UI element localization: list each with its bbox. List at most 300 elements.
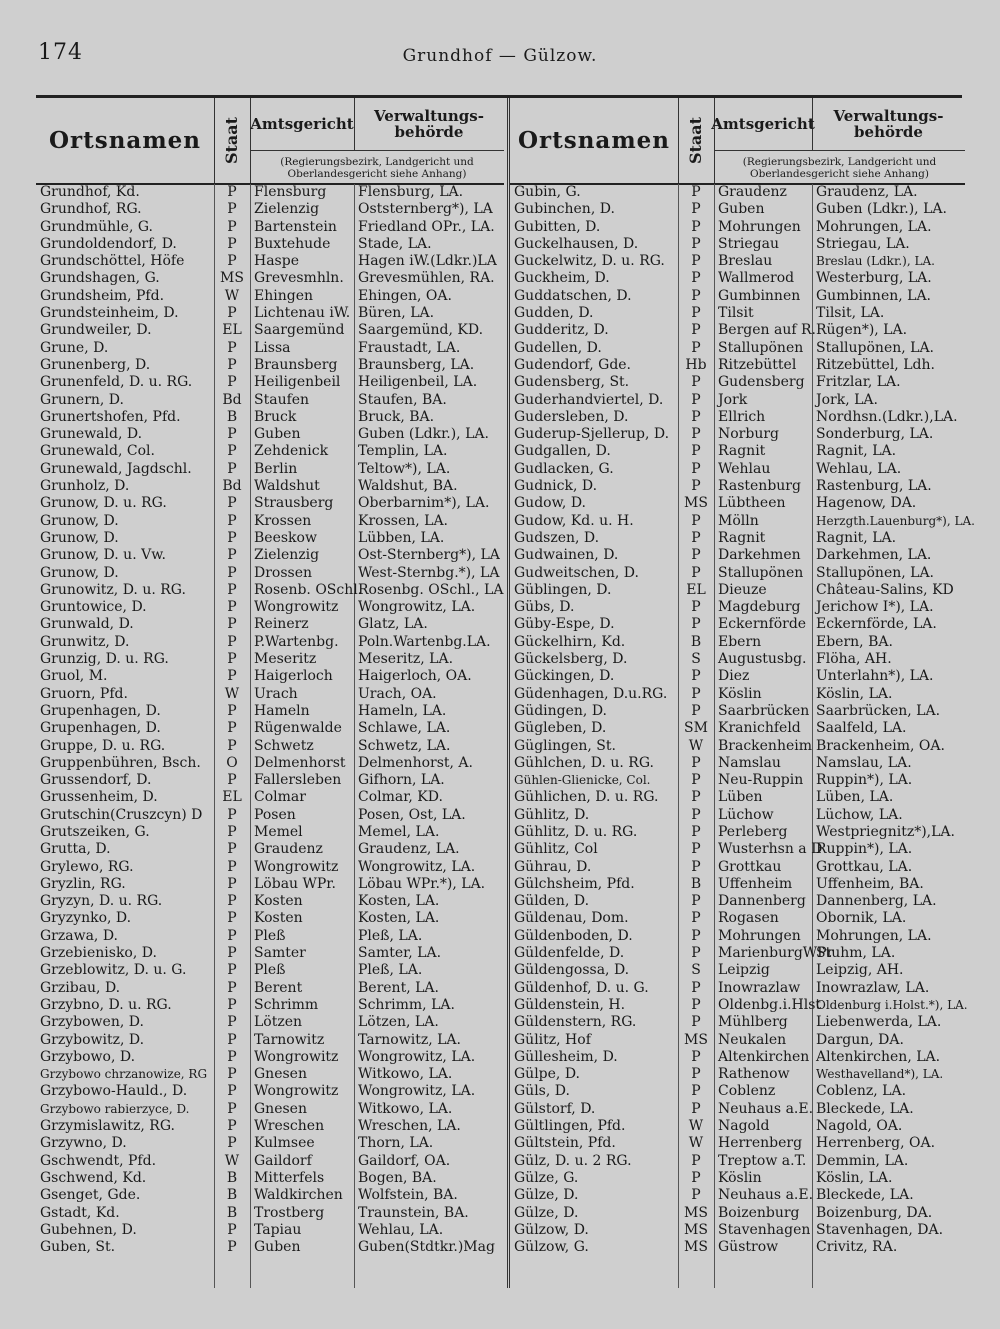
state-code: P — [227, 772, 237, 789]
place-name: Grzibau, D. — [40, 979, 121, 996]
state-code: P — [227, 616, 237, 633]
table-row — [510, 824, 965, 841]
table-row — [36, 910, 504, 927]
place-name: Güby-Espe, D. — [514, 616, 615, 633]
table-row — [36, 184, 504, 201]
table-row — [36, 253, 504, 270]
district-court: Kosten — [254, 893, 303, 910]
district-court: Trostberg — [254, 1204, 325, 1221]
administrative-authority: Westpriegnitz*),LA. — [816, 823, 955, 840]
place-name: Gruntowice, D. — [40, 599, 147, 616]
state-code: P — [691, 287, 701, 304]
district-court: Neu-Ruppin — [718, 772, 804, 789]
state-code: P — [691, 1100, 701, 1117]
table-row — [36, 565, 504, 582]
administrative-authority: Ragnit, LA. — [816, 529, 897, 546]
place-name: Güldenstein, H. — [514, 996, 626, 1013]
state-code: P — [691, 1048, 701, 1065]
table-row — [510, 236, 965, 253]
administrative-authority: Ehingen, OA. — [358, 287, 452, 304]
table-row — [36, 340, 504, 357]
table-row — [36, 1170, 504, 1187]
administrative-authority: Grevesmühlen, RA. — [358, 270, 495, 287]
table-row — [510, 772, 965, 789]
state-code: P — [691, 754, 701, 771]
district-court: Löbau WPr. — [254, 875, 336, 892]
administrative-authority: Heiligenbeil, LA. — [358, 374, 478, 391]
district-court: Staufen — [254, 391, 310, 408]
district-court: Strausberg — [254, 495, 334, 512]
administrative-authority: Obornik, LA. — [816, 910, 907, 927]
administrative-authority: Brackenheim, OA. — [816, 737, 945, 754]
table-row — [510, 738, 965, 755]
table-row — [36, 392, 504, 409]
administrative-authority: Meseritz, LA. — [358, 651, 454, 668]
district-court: Wreschen — [254, 1118, 325, 1135]
district-court: Meseritz — [254, 651, 317, 668]
state-code: B — [226, 1187, 238, 1204]
place-name: Grzybowo chrzanowize, RG — [40, 1067, 208, 1082]
header-staat-label: Staat — [686, 116, 706, 165]
table-row — [36, 928, 504, 945]
district-court: Brackenheim — [718, 737, 813, 754]
table-row — [36, 409, 504, 426]
district-court: Samter — [254, 945, 306, 962]
place-name: Gudow, Kd. u. H. — [514, 512, 634, 529]
state-code: P — [227, 806, 237, 823]
state-code: P — [227, 720, 237, 737]
table-row — [510, 1239, 965, 1256]
page-number: 174 — [38, 40, 83, 65]
place-name: Guckelwitz, D. u. RG. — [514, 253, 665, 270]
district-court: Nagold — [718, 1118, 770, 1135]
administrative-authority: Boizenburg, DA. — [816, 1204, 933, 1221]
table-row — [510, 219, 965, 236]
table-row — [510, 565, 965, 582]
administrative-authority: Inowrazlaw, LA. — [816, 979, 930, 996]
state-code: P — [691, 996, 701, 1013]
place-name: Gügleben, D. — [514, 720, 607, 737]
district-court: Krossen — [254, 512, 312, 529]
district-court: Mohrungen — [718, 927, 801, 944]
place-name: Gschwend, Kd. — [40, 1169, 147, 1186]
table-row — [36, 1101, 504, 1118]
table-row — [510, 461, 965, 478]
table-row — [510, 1066, 965, 1083]
place-name: Grunenfeld, D. u. RG. — [40, 374, 193, 391]
district-court: Waldshut — [254, 478, 320, 495]
table-row — [510, 270, 965, 287]
state-code: P — [691, 979, 701, 996]
district-court: Stallupönen — [718, 339, 804, 356]
state-code: P — [227, 201, 237, 218]
table-row — [510, 392, 965, 409]
district-court: Zielenzig — [254, 201, 320, 218]
table-row — [36, 530, 504, 547]
state-code: P — [227, 1048, 237, 1065]
administrative-authority: Guben(Stdtkr.)Mag — [358, 1239, 495, 1256]
state-code: P — [227, 1221, 237, 1238]
district-court: Gumbinnen — [718, 287, 801, 304]
district-court: Köslin — [718, 1169, 762, 1186]
administrative-authority: Schwetz, LA. — [358, 737, 451, 754]
place-name: Gruppenbühren, Bsch. — [40, 754, 201, 771]
state-code: P — [227, 426, 237, 443]
header-staat — [214, 98, 251, 183]
administrative-authority: Stavenhagen, DA. — [816, 1221, 944, 1238]
state-code: P — [691, 823, 701, 840]
state-code: P — [691, 702, 701, 719]
administrative-authority: Staufen, BA. — [358, 391, 447, 408]
administrative-authority: Unterlahn*), LA. — [816, 668, 934, 685]
header-ortsnamen: Ortsnamen — [510, 98, 679, 183]
table-row — [36, 1032, 504, 1049]
table-row — [510, 996, 968, 1014]
district-court: Lüben — [718, 789, 763, 806]
administrative-authority: Glatz, LA. — [358, 616, 428, 633]
table-row — [510, 703, 965, 720]
administrative-authority: Lüben, LA. — [816, 789, 894, 806]
table-row — [510, 720, 965, 737]
district-court: Kranichfeld — [718, 720, 801, 737]
state-code: P — [227, 581, 237, 598]
state-code: P — [227, 339, 237, 356]
state-code: P — [691, 374, 701, 391]
place-name: Grundsteinheim, D. — [40, 305, 179, 322]
administrative-authority: Ost-Sternberg*), LA — [358, 547, 500, 564]
administrative-authority: Stallupönen, LA. — [816, 564, 935, 581]
district-court: Neuhaus a.E. — [718, 1100, 814, 1117]
district-court: Oldenbg.i.Hlst — [718, 996, 822, 1013]
district-court: MarienburgWPr — [718, 945, 834, 962]
table-row — [510, 201, 965, 218]
place-name: Gühlichen, D. u. RG. — [514, 789, 659, 806]
state-code: P — [227, 305, 237, 322]
table-row — [510, 1032, 965, 1049]
right-rows — [510, 184, 975, 1256]
district-court: Reinerz — [254, 616, 309, 633]
table-row — [510, 910, 965, 927]
district-court: Köslin — [718, 685, 762, 702]
place-name: Gückingen, D. — [514, 668, 615, 685]
state-code: B — [690, 633, 702, 650]
place-name: Grunewald, Col. — [40, 443, 155, 460]
state-code: P — [227, 962, 237, 979]
place-name: Güldenboden, D. — [514, 927, 633, 944]
district-court: Wallmerod — [718, 270, 795, 287]
place-name: Grundsheim, Pfd. — [40, 287, 165, 304]
administrative-authority: Saargemünd, KD. — [358, 322, 484, 339]
place-name: Güldengossa, D. — [514, 962, 630, 979]
district-court: Buxtehude — [254, 235, 331, 252]
right-column-block — [507, 98, 975, 1288]
administrative-authority: Stuhm, LA. — [816, 945, 896, 962]
state-code: Hb — [685, 356, 707, 373]
district-court: Gaildorf — [254, 1152, 312, 1169]
district-court: Dieuze — [718, 581, 767, 598]
district-court: Guben — [254, 1239, 301, 1256]
district-court: Stallupönen — [718, 564, 804, 581]
district-court: Guben — [254, 426, 301, 443]
place-name: Güldenhof, D. u. G. — [514, 979, 649, 996]
administrative-authority: Köslin, LA. — [816, 1169, 893, 1186]
place-name: Gryzynko, D. — [40, 910, 132, 927]
place-name: Grzeblowitz, D. u. G. — [40, 962, 187, 979]
state-code: B — [226, 408, 238, 425]
state-code: P — [227, 823, 237, 840]
administrative-authority: Guben (Ldkr.), LA. — [816, 201, 947, 218]
district-court: Graudenz — [254, 841, 323, 858]
table-row — [36, 1222, 504, 1239]
district-court: Wongrowitz — [254, 1048, 339, 1065]
district-court: Lichtenau iW. — [254, 305, 351, 322]
table-row — [36, 772, 504, 789]
state-code: Bd — [222, 478, 242, 495]
left-rows — [36, 184, 504, 1256]
place-name: Grunow, D. u. Vw. — [40, 547, 166, 564]
table-row — [36, 1083, 504, 1100]
administrative-authority: Namslau, LA. — [816, 754, 912, 771]
administrative-authority: Wongrowitz, LA. — [358, 1048, 476, 1065]
place-name: Gudwainen, D. — [514, 547, 619, 564]
table-row — [510, 1205, 965, 1222]
administrative-authority: Wehlau, LA. — [358, 1221, 444, 1238]
district-court: Breslau — [718, 253, 773, 270]
district-court: Ragnit — [718, 443, 766, 460]
state-code: P — [691, 443, 701, 460]
table-row — [510, 945, 965, 962]
district-court: Magdeburg — [718, 599, 801, 616]
place-name: Gülze, G. — [514, 1169, 579, 1186]
gazetteer-table — [36, 95, 975, 1288]
table-row — [510, 980, 965, 997]
table-row — [510, 755, 965, 772]
district-court: Beeskow — [254, 529, 317, 546]
state-code: P — [227, 460, 237, 477]
administrative-authority: Krossen, LA. — [358, 512, 449, 529]
table-row — [36, 305, 504, 322]
place-name: Gühlitz, D. u. RG. — [514, 823, 638, 840]
district-court: Güstrow — [718, 1239, 779, 1256]
district-court: Augustusbg. — [718, 651, 807, 668]
place-name: Gültstein, Pfd. — [514, 1135, 616, 1152]
administrative-authority: Rosenbg. OSchl., LA — [358, 581, 504, 598]
place-name: Grundshagen, G. — [40, 270, 160, 287]
place-name: Gryzyn, D. u. RG. — [40, 893, 163, 910]
district-court: Lüchow — [718, 806, 774, 823]
state-code: P — [227, 633, 237, 650]
district-court: Neukalen — [718, 1031, 787, 1048]
place-name: Grunow, D. — [40, 529, 119, 546]
state-code: P — [691, 184, 701, 200]
administrative-authority: Büren, LA. — [358, 305, 435, 322]
place-name: Gudweitschen, D. — [514, 564, 639, 581]
administrative-authority: Gaildorf, OA. — [358, 1152, 451, 1169]
administrative-authority: Templin, LA. — [358, 443, 448, 460]
table-row — [510, 807, 965, 824]
place-name: Grupenhagen, D. — [40, 720, 161, 737]
district-court: Tapiau — [254, 1221, 302, 1238]
state-code: P — [227, 927, 237, 944]
district-court: Schrimm — [254, 996, 319, 1013]
state-code: P — [691, 927, 701, 944]
place-name: Grzybowitz, D. — [40, 1031, 145, 1048]
table-row — [510, 340, 965, 357]
place-name: Grzebienisko, D. — [40, 945, 157, 962]
district-court: Boizenburg — [718, 1204, 800, 1221]
state-code: P — [691, 305, 701, 322]
page-header — [0, 38, 1000, 78]
administrative-authority: Sonderburg, LA. — [816, 426, 934, 443]
district-court: Wongrowitz — [254, 858, 339, 875]
state-code: P — [227, 702, 237, 719]
district-court: Grottkau — [718, 858, 782, 875]
table-row — [36, 841, 504, 858]
table-row — [36, 720, 504, 737]
table-row — [36, 582, 504, 599]
administrative-authority: Tarnowitz, LA. — [358, 1031, 461, 1048]
administrative-authority: West-Sternbg.*), LA — [358, 564, 500, 581]
state-code: W — [224, 287, 240, 304]
state-code: P — [227, 1014, 237, 1031]
district-court: Flensburg — [254, 184, 327, 200]
district-court: Braunsberg — [254, 356, 338, 373]
administrative-authority: Stallupönen, LA. — [816, 339, 935, 356]
district-court: Coblenz — [718, 1083, 776, 1100]
administrative-authority: Wreschen, LA. — [358, 1118, 461, 1135]
state-code: EL — [222, 789, 242, 806]
state-code: P — [227, 599, 237, 616]
table-row — [36, 1118, 504, 1135]
table-row — [36, 876, 504, 893]
administrative-authority: Ruppin*), LA. — [816, 772, 913, 789]
state-code: P — [691, 1169, 701, 1186]
district-court: Mitterfels — [254, 1169, 325, 1186]
administrative-authority: Dannenberg, LA. — [816, 893, 937, 910]
administrative-authority: Waldshut, BA. — [358, 478, 458, 495]
table-row — [36, 478, 504, 495]
place-name: Gülpe, D. — [514, 1066, 581, 1083]
place-name: Grundoldendorf, D. — [40, 235, 177, 252]
district-court: Colmar — [254, 789, 306, 806]
place-name: Grundhof, Kd. — [40, 184, 140, 200]
table-row — [36, 443, 504, 460]
place-name: Gühlchen, D. u. RG. — [514, 754, 654, 771]
state-code: P — [691, 426, 701, 443]
administrative-authority: Witkowo, LA. — [358, 1066, 453, 1083]
district-court: Haspe — [254, 253, 299, 270]
administrative-authority: Posen, Ost, LA. — [358, 806, 466, 823]
administrative-authority: Gumbinnen, LA. — [816, 287, 932, 304]
place-name: Gübs, D. — [514, 599, 575, 616]
place-name: Gülze, D. — [514, 1187, 579, 1204]
district-court: Inowrazlaw — [718, 979, 801, 996]
place-name: Gülden, D. — [514, 893, 590, 910]
state-code: P — [691, 529, 701, 546]
state-code: P — [227, 1118, 237, 1135]
state-code: P — [691, 218, 701, 235]
administrative-authority: Berent, LA. — [358, 979, 439, 996]
table-row — [510, 530, 965, 547]
state-code: Bd — [222, 391, 242, 408]
table-row — [510, 1014, 965, 1031]
state-code: P — [691, 910, 701, 927]
administrative-authority: Thorn, LA. — [358, 1135, 434, 1152]
place-name: Grussendorf, D. — [40, 772, 152, 789]
table-row — [510, 1222, 965, 1239]
table-row — [36, 236, 504, 253]
state-code: P — [227, 875, 237, 892]
table-row — [510, 893, 965, 910]
place-name: Guckheim, D. — [514, 270, 610, 287]
state-code: P — [227, 235, 237, 252]
place-name: Gudow, D. — [514, 495, 586, 512]
state-code: P — [691, 270, 701, 287]
administrative-authority: Hagen iW.(Ldkr.)LA — [358, 253, 497, 270]
table-row — [510, 599, 965, 616]
administrative-authority: Rügen*), LA. — [816, 322, 908, 339]
place-name: Grzawa, D. — [40, 927, 119, 944]
district-court: Rastenburg — [718, 478, 801, 495]
place-name: Gühlen-Glienicke, Col. — [514, 773, 651, 788]
state-code: P — [691, 616, 701, 633]
state-code: B — [226, 1169, 238, 1186]
administrative-authority: Lötzen, LA. — [358, 1014, 439, 1031]
administrative-authority: Fraustadt, LA. — [358, 339, 461, 356]
district-court: Saarbrücken — [718, 702, 810, 719]
place-name: Grunowitz, D. u. RG. — [40, 581, 186, 598]
place-name: Güdingen, D. — [514, 702, 607, 719]
table-row — [36, 893, 504, 910]
table-row — [36, 824, 504, 841]
table-row — [510, 357, 965, 374]
place-name: Grunholz, D. — [40, 478, 130, 495]
state-code: P — [691, 1152, 701, 1169]
administrative-authority: Oberbarnim*), LA. — [358, 495, 490, 512]
district-court: Ebern — [718, 633, 762, 650]
district-court: Mohrungen — [718, 218, 801, 235]
district-court: Graudenz — [718, 184, 787, 200]
place-name: Grunern, D. — [40, 391, 124, 408]
table-row — [36, 513, 504, 530]
place-name: Gülze, D. — [514, 1204, 579, 1221]
administrative-authority: Braunsberg, LA. — [358, 356, 475, 373]
table-row — [36, 322, 504, 339]
state-code: MS — [684, 1031, 708, 1048]
place-name: Grunwald, D. — [40, 616, 134, 633]
state-code: P — [691, 1066, 701, 1083]
table-row — [36, 461, 504, 478]
state-code: MS — [684, 1204, 708, 1221]
district-court: Haigerloch — [254, 668, 333, 685]
place-name: Guddatschen, D. — [514, 287, 632, 304]
district-court: Drossen — [254, 564, 313, 581]
state-code: P — [227, 512, 237, 529]
table-row — [510, 426, 965, 443]
place-name: Grunewald, D. — [40, 426, 143, 443]
administrative-authority: Kosten, LA. — [358, 910, 440, 927]
state-code: P — [227, 1239, 237, 1256]
state-code: P — [691, 1014, 701, 1031]
place-name: Grzymislawitz, RG. — [40, 1118, 175, 1135]
state-code: B — [226, 1204, 238, 1221]
district-court: Pleß — [254, 962, 286, 979]
state-code: P — [227, 996, 237, 1013]
administrative-authority: Gifhorn, LA. — [358, 772, 445, 789]
place-name: Gudersleben, D. — [514, 408, 629, 425]
place-name: Gstadt, Kd. — [40, 1204, 120, 1221]
place-name: Gudden, D. — [514, 305, 594, 322]
